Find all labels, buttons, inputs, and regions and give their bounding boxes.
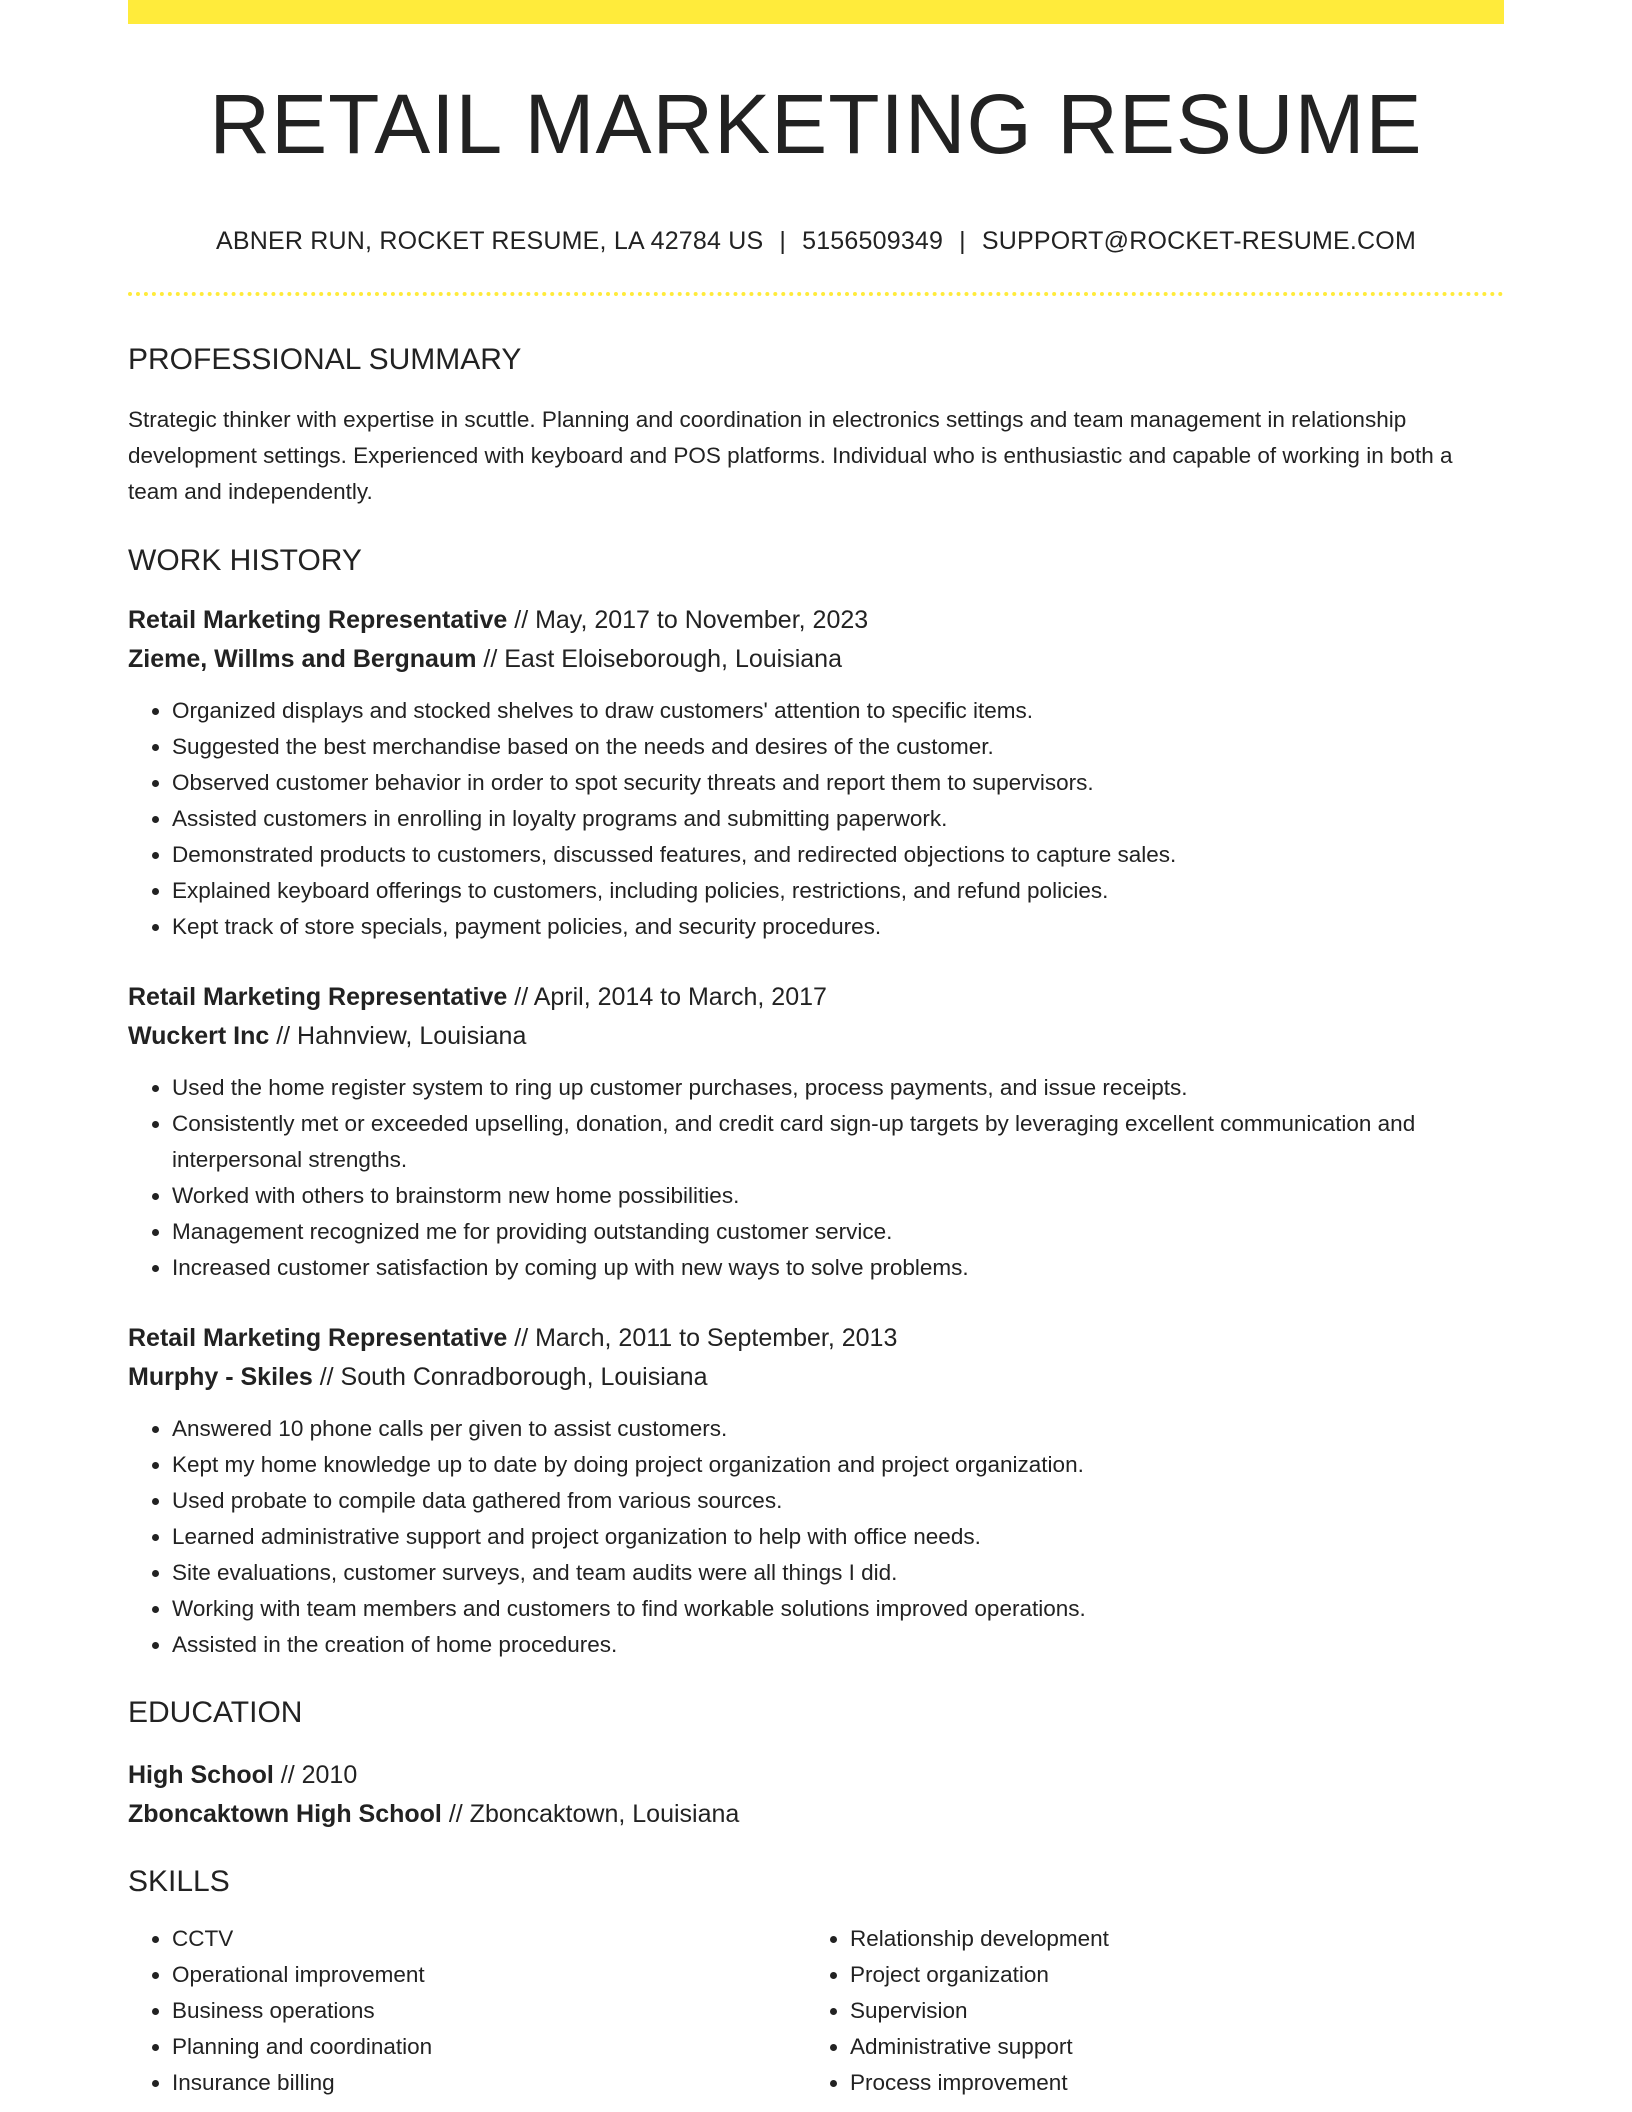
accent-top-bar [128, 0, 1504, 24]
job-entry [128, 978, 1504, 1286]
page-title: RETAIL MARKETING RESUME [209, 77, 1423, 171]
contact-email: SUPPORT@ROCKET-RESUME.COM [981, 227, 1416, 255]
job-company: Murphy - Skiles [128, 1363, 313, 1391]
job-company-line [128, 1017, 1504, 1056]
job-entry [128, 601, 1504, 945]
job-title: Retail Marketing Representative [128, 983, 508, 1011]
job-bullets [128, 693, 1504, 945]
list-item: • Planning and coordination [172, 2029, 806, 2065]
contact-phone: 5156509349 [802, 227, 944, 255]
list-item: • Assisted customers in enrolling in loyalty programs and submitting paperwork. [172, 801, 1504, 837]
summary-text: Strategic thinker with expertise in scuttle. Planning and coordination in electronics settings and team management in relationship development settings. Experienced with keyboard and POS platforms. Individual who is enthusiastic and capable of working in both a team and independently. [128, 407, 1453, 504]
education-school-line [128, 1795, 1504, 1834]
list-item: • Used the home register system to ring up customer purchases, process payments, and issue receipts. [172, 1070, 1504, 1106]
job-bullets [128, 1070, 1504, 1286]
job-title: Retail Marketing Representative [128, 606, 508, 634]
list-item: • Assisted in the creation of home procedures. [172, 1627, 1504, 1663]
list-item: • Suggested the best merchandise based on the needs and desires of the customer. [172, 729, 1504, 765]
job-title-line [128, 978, 1504, 1017]
list-item: • CCTV [172, 1921, 806, 1957]
job-company-line [128, 640, 1504, 679]
education-location: // Zboncaktown, Louisiana [441, 1800, 740, 1828]
job-company: Zieme, Willms and Bergnaum [128, 645, 477, 673]
list-item: • Observed customer behavior in order to spot security threats and report them to supervisors. [172, 765, 1504, 801]
education-heading: EDUCATION [128, 1696, 303, 1729]
job-bullets [128, 1411, 1504, 1663]
list-item: • Administrative support [850, 2029, 1484, 2065]
list-item: • Insurance billing [172, 2065, 806, 2101]
dotted-divider [128, 292, 1504, 296]
skills-list [128, 1921, 1504, 2101]
job-location: // Hahnview, Louisiana [269, 1022, 527, 1050]
job-location: // East Eloiseborough, Louisiana [476, 645, 842, 673]
education-entry [128, 1756, 1504, 1834]
list-item: • Used probate to compile data gathered from various sources. [172, 1483, 1504, 1519]
job-company-line [128, 1358, 1504, 1397]
resume-page [128, 0, 1504, 2112]
job-title-line [128, 1319, 1504, 1358]
skills-column-right [806, 1921, 1484, 2101]
list-item: • Site evaluations, customer surveys, and team audits were all things I did. [172, 1555, 1504, 1591]
education-school: Zboncaktown High School [128, 1800, 442, 1828]
job-title: Retail Marketing Representative [128, 1324, 508, 1352]
contact-line [128, 229, 1504, 254]
job-dates: // March, 2011 to September, 2013 [507, 1324, 898, 1352]
list-item: • Demonstrated products to customers, discussed features, and redirected objections to capture sales. [172, 837, 1504, 873]
list-item: • Process improvement [850, 2065, 1484, 2101]
list-item: • Working with team members and customers to find workable solutions improved operations. [172, 1591, 1504, 1627]
list-item: • Management recognized me for providing outstanding customer service. [172, 1214, 1504, 1250]
job-dates: // April, 2014 to March, 2017 [507, 983, 827, 1011]
education-degree-line [128, 1756, 1504, 1795]
contact-address: ABNER RUN, ROCKET RESUME, LA 42784 US [216, 227, 764, 255]
summary-heading: PROFESSIONAL SUMMARY [128, 343, 522, 376]
contact-separator: | [779, 227, 787, 255]
list-item: • Answered 10 phone calls per given to assist customers. [172, 1411, 1504, 1447]
job-title-line [128, 601, 1504, 640]
job-entry [128, 1319, 1504, 1663]
list-item: • Kept track of store specials, payment policies, and security procedures. [172, 909, 1504, 945]
list-item: • Supervision [850, 1993, 1484, 2029]
job-location: // South Conradborough, Louisiana [312, 1363, 708, 1391]
list-item: • Business operations [172, 1993, 806, 2029]
list-item: • Project organization [850, 1957, 1484, 1993]
education-year: // 2010 [273, 1761, 358, 1789]
list-item: • Worked with others to brainstorm new home possibilities. [172, 1178, 1504, 1214]
list-item: • Operational improvement [172, 1957, 806, 1993]
list-item: • Learned administrative support and project organization to help with office needs. [172, 1519, 1504, 1555]
job-dates: // May, 2017 to November, 2023 [507, 606, 869, 634]
list-item: • Explained keyboard offerings to customers, including policies, restrictions, and refund policies. [172, 873, 1504, 909]
list-item: • Kept my home knowledge up to date by doing project organization and project organization. [172, 1447, 1504, 1483]
work-history-heading: WORK HISTORY [128, 544, 362, 577]
job-company: Wuckert Inc [128, 1022, 270, 1050]
skills-heading: SKILLS [128, 1865, 230, 1898]
education-degree: High School [128, 1761, 274, 1789]
contact-separator: | [959, 227, 966, 255]
list-item: • Consistently met or exceeded upselling, donation, and credit card sign-up targets by leveraging excellent communication and interpersonal strengths. [172, 1106, 1504, 1178]
list-item: • Organized displays and stocked shelves to draw customers' attention to specific items. [172, 693, 1504, 729]
list-item: • Relationship development [850, 1921, 1484, 1957]
list-item: • Increased customer satisfaction by coming up with new ways to solve problems. [172, 1250, 1504, 1286]
skills-column-left [128, 1921, 806, 2101]
